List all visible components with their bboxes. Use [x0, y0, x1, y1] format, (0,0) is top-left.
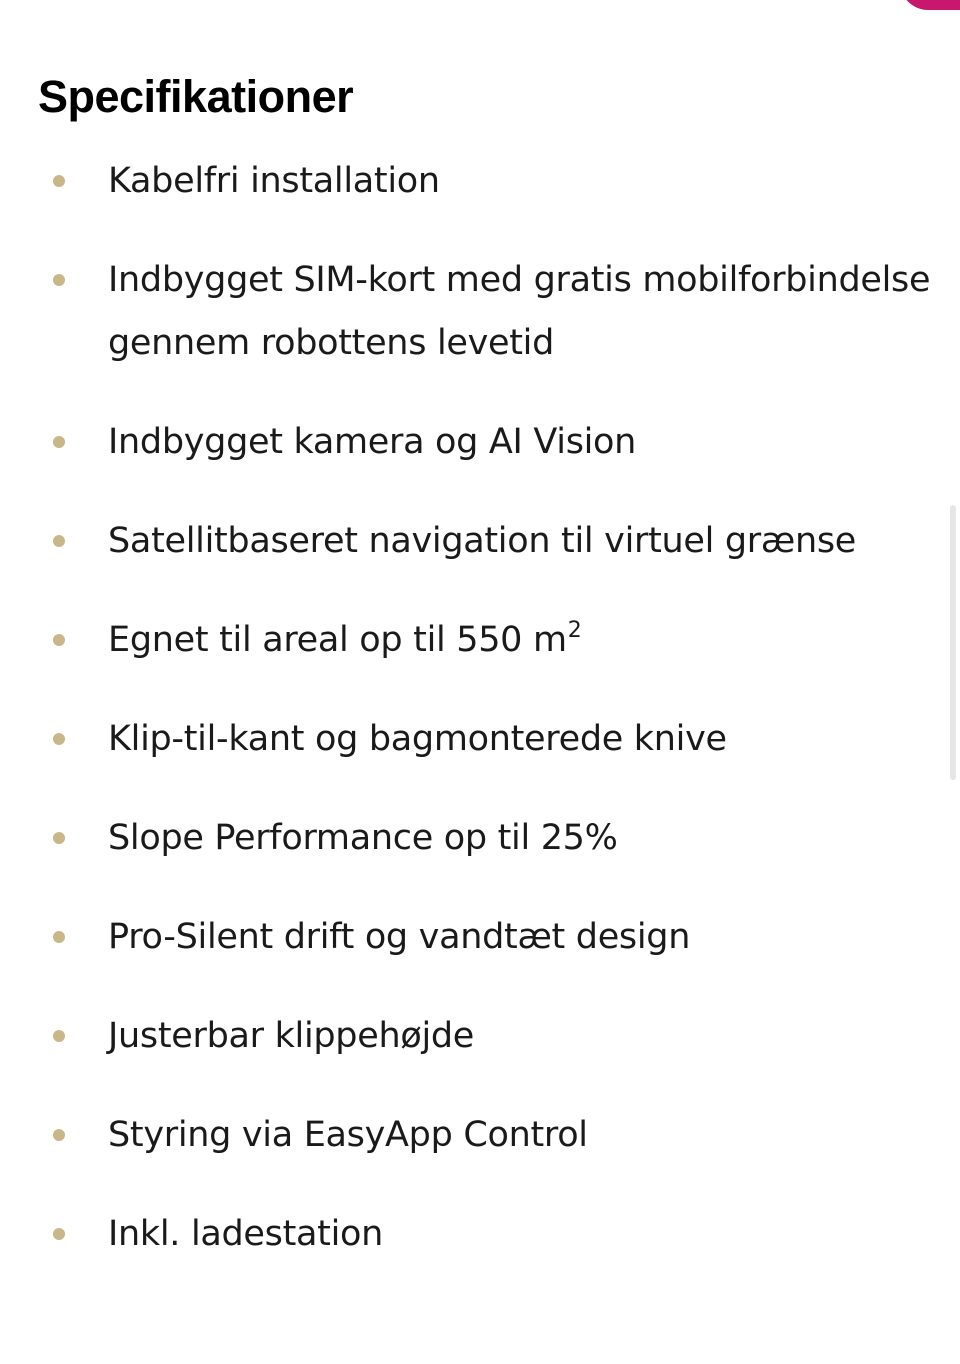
bullet-icon [53, 733, 65, 745]
list-item-text: Slope Performance op til 25% [108, 818, 618, 858]
bullet-icon [53, 1228, 65, 1240]
bullet-icon [53, 274, 65, 286]
list-item-text: Indbygget kamera og AI Vision [108, 422, 637, 462]
list-item-text: Satellitbaseret navigation til virtuel grænse [108, 521, 856, 561]
section-title: Specifikationer [38, 71, 354, 122]
top-right-accent-tab[interactable] [900, 0, 960, 10]
list-item-text: Justerbar klippehøjde [108, 1016, 475, 1056]
list-item-text: Kabelfri installation [108, 161, 440, 201]
list-item [38, 249, 938, 375]
list-item-text [108, 620, 581, 660]
list-item-text: Pro-Silent drift og vandtæt design [108, 917, 691, 957]
superscript-unit: 2 [567, 618, 582, 643]
list-item [38, 807, 938, 870]
list-item [38, 150, 938, 213]
bullet-icon [53, 1129, 65, 1141]
list-item-text: Klip-til-kant og bagmonterede knive [108, 719, 727, 759]
specifications-section [38, 66, 938, 1302]
list-item-text: Indbygget SIM-kort med gratis mobilforbindelse gennem robottens levetid [108, 260, 931, 363]
list-item [38, 510, 938, 573]
list-item [38, 906, 938, 969]
bullet-icon [53, 436, 65, 448]
bullet-icon [53, 634, 65, 646]
bullet-icon [53, 1030, 65, 1042]
bullet-icon [53, 832, 65, 844]
bullet-icon [53, 535, 65, 547]
list-item [38, 1005, 938, 1068]
list-item [38, 1203, 938, 1266]
bullet-icon [53, 931, 65, 943]
specifications-list [38, 150, 938, 1266]
bullet-icon [53, 175, 65, 187]
list-item-text: Inkl. ladestation [108, 1214, 384, 1254]
list-item [38, 1104, 938, 1167]
list-item [38, 609, 938, 672]
list-item-text: Styring via EasyApp Control [108, 1115, 588, 1155]
area-value-text: Egnet til areal op til 550 m [108, 620, 567, 660]
list-item [38, 708, 938, 771]
scrollbar[interactable] [950, 505, 956, 780]
list-item [38, 411, 938, 474]
